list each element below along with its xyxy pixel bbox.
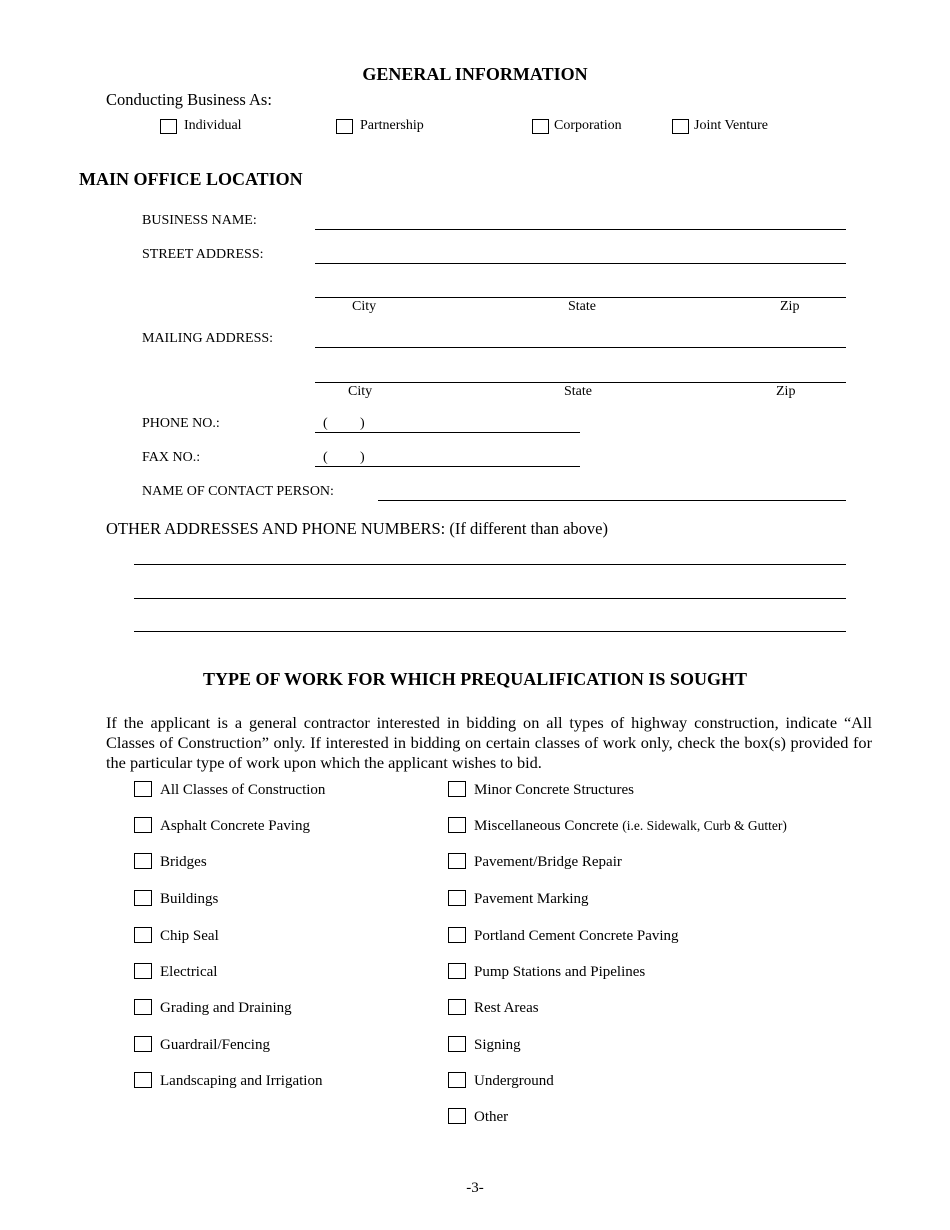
partnership-label: Partnership (360, 118, 424, 133)
grading-draining-checkbox[interactable] (134, 999, 152, 1015)
bridges-checkbox[interactable] (134, 853, 152, 869)
fax-paren-open: ( (323, 450, 328, 465)
landscaping-irrigation-checkbox[interactable] (134, 1072, 152, 1088)
rest-areas-checkbox[interactable] (448, 999, 466, 1015)
corporation-label: Corporation (554, 118, 622, 133)
partnership-checkbox[interactable] (336, 119, 353, 134)
bridges-label: Bridges (160, 854, 207, 870)
asphalt-concrete-checkbox[interactable] (134, 817, 152, 833)
individual-label: Individual (184, 118, 242, 133)
other-addresses-label: OTHER ADDRESSES AND PHONE NUMBERS: (If different than above) (106, 519, 609, 538)
signing-label: Signing (474, 1037, 521, 1053)
misc-concrete-label (474, 818, 787, 835)
underground-checkbox[interactable] (448, 1072, 466, 1088)
other-address-line-2[interactable] (134, 598, 846, 599)
minor-concrete-checkbox[interactable] (448, 781, 466, 797)
fax-field[interactable] (315, 466, 580, 467)
grading-draining-label: Grading and Draining (160, 1000, 292, 1016)
pump-stations-label: Pump Stations and Pipelines (474, 964, 646, 980)
signing-checkbox[interactable] (448, 1036, 466, 1052)
other-label: Other (474, 1109, 509, 1125)
individual-checkbox[interactable] (160, 119, 177, 134)
portland-cement-label: Portland Cement Concrete Paving (474, 928, 679, 944)
joint-venture-label: Joint Venture (694, 118, 769, 133)
street-city-state-zip-field[interactable] (315, 297, 846, 298)
portland-cement-checkbox[interactable] (448, 927, 466, 943)
landscaping-irrigation-label: Landscaping and Irrigation (160, 1073, 323, 1089)
fax-label: FAX NO.: (142, 450, 201, 465)
joint-venture-checkbox[interactable] (672, 119, 689, 134)
street-zip-caption: Zip (780, 299, 800, 314)
mailing-state-caption: State (564, 384, 592, 399)
buildings-checkbox[interactable] (134, 890, 152, 906)
page-number: -3- (466, 1180, 484, 1196)
business-name-field[interactable] (315, 229, 846, 230)
phone-paren-close: ) (360, 416, 365, 431)
electrical-label: Electrical (160, 964, 218, 980)
mailing-address-field[interactable] (315, 347, 846, 348)
guardrail-fencing-checkbox[interactable] (134, 1036, 152, 1052)
guardrail-fencing-label: Guardrail/Fencing (160, 1037, 270, 1053)
all-classes-label: All Classes of Construction (160, 782, 326, 798)
mailing-zip-caption: Zip (776, 384, 796, 399)
phone-field[interactable] (315, 432, 580, 433)
main-office-title: MAIN OFFICE LOCATION (79, 169, 303, 189)
mailing-city-state-zip-field[interactable] (315, 382, 846, 383)
pavement-bridge-repair-label: Pavement/Bridge Repair (474, 854, 622, 870)
pavement-marking-label: Pavement Marking (474, 891, 589, 907)
business-name-label: BUSINESS NAME: (142, 213, 257, 228)
pavement-bridge-repair-checkbox[interactable] (448, 853, 466, 869)
pump-stations-checkbox[interactable] (448, 963, 466, 979)
pavement-marking-checkbox[interactable] (448, 890, 466, 906)
misc-concrete-name: Miscellaneous Concrete (474, 818, 619, 834)
misc-concrete-note: (i.e. Sidewalk, Curb & Gutter) (622, 818, 787, 833)
minor-concrete-label: Minor Concrete Structures (474, 782, 634, 798)
other-checkbox[interactable] (448, 1108, 466, 1124)
all-classes-checkbox[interactable] (134, 781, 152, 797)
mailing-address-label: MAILING ADDRESS: (142, 331, 274, 346)
contact-person-label: NAME OF CONTACT PERSON: (142, 484, 334, 499)
other-address-line-1[interactable] (134, 564, 846, 565)
chip-seal-checkbox[interactable] (134, 927, 152, 943)
mailing-city-caption: City (348, 384, 373, 399)
buildings-label: Buildings (160, 891, 219, 907)
street-city-caption: City (352, 299, 377, 314)
misc-concrete-checkbox[interactable] (448, 817, 466, 833)
type-of-work-title: TYPE OF WORK FOR WHICH PREQUALIFICATION IS SOUGHT (203, 669, 747, 689)
contact-person-field[interactable] (378, 500, 846, 501)
rest-areas-label: Rest Areas (474, 1000, 539, 1016)
fax-paren-close: ) (360, 450, 365, 465)
electrical-checkbox[interactable] (134, 963, 152, 979)
street-state-caption: State (568, 299, 596, 314)
phone-label: PHONE NO.: (142, 416, 220, 431)
corporation-checkbox[interactable] (532, 119, 549, 134)
street-address-label: STREET ADDRESS: (142, 247, 264, 262)
chip-seal-label: Chip Seal (160, 928, 219, 944)
asphalt-concrete-label: Asphalt Concrete Paving (160, 818, 310, 834)
street-address-field[interactable] (315, 263, 846, 264)
general-information-title: GENERAL INFORMATION (362, 64, 588, 84)
phone-paren-open: ( (323, 416, 328, 431)
other-address-line-3[interactable] (134, 631, 846, 632)
underground-label: Underground (474, 1073, 554, 1089)
type-of-work-instructions: If the applicant is a general contractor interested in bidding on all types of highway construction, indicate “All Classes of Construction” only. If interested in bidding on certain classes of work only, check the box(s) provided for the particular type of work upon which the applicant wishes to bid. (106, 713, 872, 772)
conducting-business-label: Conducting Business As: (106, 90, 272, 109)
